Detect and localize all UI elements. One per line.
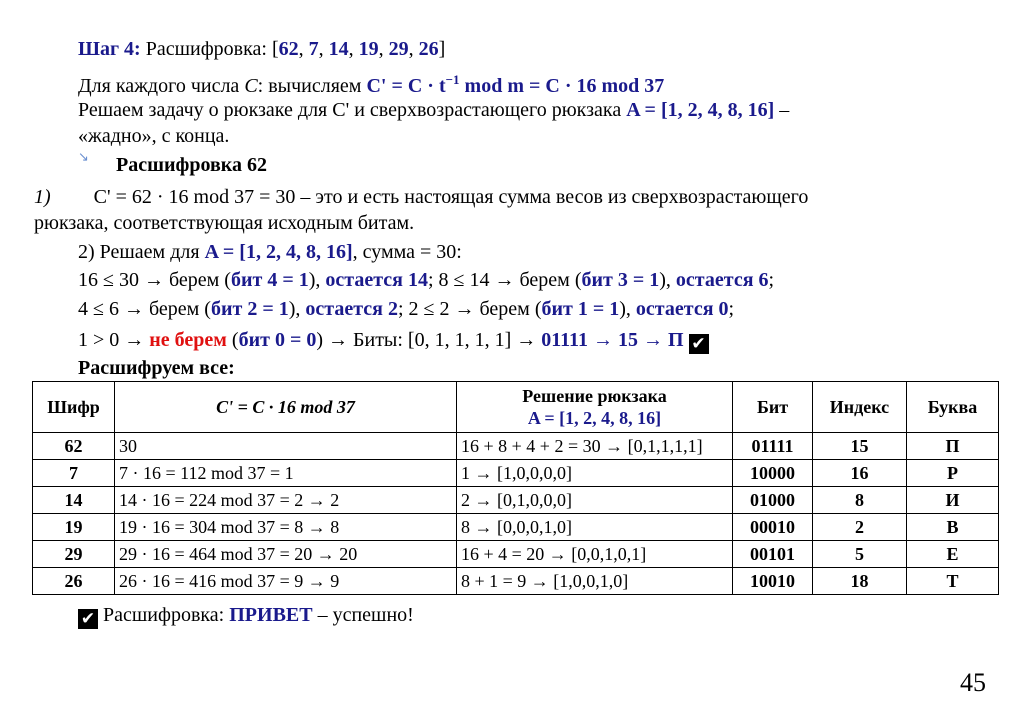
table-row xyxy=(33,568,999,595)
cell-letter: Т xyxy=(907,568,999,595)
list-close-bracket: ] xyxy=(438,38,446,60)
knapsack-tail: – xyxy=(774,99,790,121)
table-row xyxy=(33,514,999,541)
greedy-step-line-3: 1 > 0 → не берем (бит 0 = 0) → Биты: [0, 1, 1, 1, 1] → 01111 → 15 → П ✔ xyxy=(78,328,709,354)
result-suffix: – успешно! xyxy=(312,604,414,626)
cell-index: 5 xyxy=(813,541,907,568)
cell-cipher: 7 xyxy=(33,460,115,487)
header-knapsack: Решение рюкзака A = [1, 2, 4, 8, 16] xyxy=(457,382,733,433)
knapsack-line-cont: «жадно», с конца. xyxy=(78,125,230,147)
cell-bits: 01000 xyxy=(733,487,813,514)
cell-formula: 14 · 16 = 224 mod 37 = 2 → 2 xyxy=(115,487,457,514)
cell-formula: 7 · 16 = 112 mod 37 = 1 xyxy=(115,460,457,487)
formula-line xyxy=(78,68,664,98)
list-open-bracket: [ xyxy=(271,38,279,60)
cell-letter: В xyxy=(907,514,999,541)
cell-knapsack: 1 → [1,0,0,0,0] xyxy=(457,460,733,487)
cell-formula: 29 · 16 = 464 mod 37 = 20 → 20 xyxy=(115,541,457,568)
cell-formula: 26 · 16 = 416 mod 37 = 9 → 9 xyxy=(115,568,457,595)
cell-letter: Е xyxy=(907,541,999,568)
page-number: 45 xyxy=(960,668,986,697)
header-index: Индекс xyxy=(813,382,907,433)
greedy-step-line-1: 16 ≤ 30 → берем (бит 4 = 1), остается 14; 8 ≤ 14 → берем (бит 3 = 1), остается 6; xyxy=(78,269,775,291)
formula-prefix: Для каждого числа xyxy=(78,75,245,97)
cell-letter: П xyxy=(907,433,999,460)
header-letter: Буква xyxy=(907,382,999,433)
cipher-item: 7 xyxy=(308,38,319,60)
not-taken-label: не берем xyxy=(149,329,227,351)
cell-bits: 00010 xyxy=(733,514,813,541)
cell-index: 2 xyxy=(813,514,907,541)
step-title: Расшифровка: xyxy=(145,38,267,60)
decrypt62-step2 xyxy=(78,240,462,264)
cell-bits: 10000 xyxy=(733,460,813,487)
cipher-item: 29 xyxy=(388,38,409,60)
table-row xyxy=(33,460,999,487)
result-word: ПРИВЕТ xyxy=(229,604,313,626)
step1-text: C' = 62 · 16 mod 37 = 30 – это и есть настоящая сумма весов из сверхвозрастающего xyxy=(93,186,809,208)
header-formula: C' = C · 16 mod 37 xyxy=(115,382,457,433)
knapsack-line xyxy=(78,98,789,122)
table-row xyxy=(33,541,999,568)
knapsack-text: Решаем задачу о рюкзаке для C' и сверхвозрастающего рюкзака xyxy=(78,99,627,121)
step2-knapsack: A = [1, 2, 4, 8, 16] xyxy=(204,241,353,263)
bullet-arrow-icon: ↘ xyxy=(78,150,89,165)
cell-formula: 19 · 16 = 304 mod 37 = 8 → 8 xyxy=(115,514,457,541)
table-row xyxy=(33,433,999,460)
formula: $C' = C \cdot t^{-1}$ mod m = C · 16 mod 37 xyxy=(366,72,665,97)
cell-cipher: 26 xyxy=(33,568,115,595)
result-line xyxy=(78,603,414,629)
result-62: 01111 → 15 → П xyxy=(541,329,684,351)
cell-knapsack: 2 → [0,1,0,0,0] xyxy=(457,487,733,514)
cell-cipher: 62 xyxy=(33,433,115,460)
cell-knapsack: 16 + 8 + 4 + 2 = 30 → [0,1,1,1,1] xyxy=(457,433,733,460)
checkmark-icon: ✔ xyxy=(689,334,709,354)
cell-index: 8 xyxy=(813,487,907,514)
all-heading: Расшифруем все: xyxy=(78,357,235,379)
table-row xyxy=(33,487,999,514)
cell-cipher: 29 xyxy=(33,541,115,568)
header-bits: Бит xyxy=(733,382,813,433)
step2-prefix: 2) Решаем для xyxy=(78,241,205,263)
cell-knapsack: 8 + 1 = 9 → [1,0,0,1,0] xyxy=(457,568,733,595)
header-cipher: Шифр xyxy=(33,382,115,433)
knapsack-vector: A = [1, 2, 4, 8, 16] xyxy=(626,99,775,121)
decrypt62-step1 xyxy=(34,185,808,209)
greedy-step-line-2: 4 ≤ 6 → берем (бит 2 = 1), остается 2; 2 ≤ 2 → берем (бит 1 = 1), остается 0; xyxy=(78,298,735,320)
cell-formula: 30 xyxy=(115,433,457,460)
cipher-item: 62 xyxy=(278,38,299,60)
decrypt62-heading: Расшифровка 62 xyxy=(116,154,267,176)
cell-cipher: 19 xyxy=(33,514,115,541)
cell-bits: 00101 xyxy=(733,541,813,568)
step2-suffix: , сумма = 30: xyxy=(352,241,462,263)
var-c: C xyxy=(244,75,258,97)
cipher-item: 26 xyxy=(418,38,439,60)
result-prefix: Расшифровка: xyxy=(103,604,230,626)
formula-mid: : вычисляем xyxy=(257,75,367,97)
cell-knapsack: 8 → [0,0,0,1,0] xyxy=(457,514,733,541)
table-header-row xyxy=(33,382,999,433)
cipher-item: 19 xyxy=(358,38,379,60)
cell-bits: 10010 xyxy=(733,568,813,595)
cell-letter: Р xyxy=(907,460,999,487)
cell-knapsack: 16 + 4 = 20 → [0,0,1,0,1] xyxy=(457,541,733,568)
checkmark-icon: ✔ xyxy=(78,609,98,629)
cell-index: 15 xyxy=(813,433,907,460)
cipher-item: 14 xyxy=(328,38,349,60)
cell-letter: И xyxy=(907,487,999,514)
cell-index: 16 xyxy=(813,460,907,487)
decrypt62-step1-cont: рюкзака, соответствующая исходным битам. xyxy=(34,212,415,234)
decryption-table xyxy=(32,381,999,595)
cell-bits: 01111 xyxy=(733,433,813,460)
step-line: Шаг 4: Расшифровка: [62, 7, 14, 19, 29, 26] xyxy=(78,38,446,60)
step1-num: 1) xyxy=(34,186,51,208)
cell-cipher: 14 xyxy=(33,487,115,514)
step-label: Шаг 4: xyxy=(78,38,141,60)
cell-index: 18 xyxy=(813,568,907,595)
